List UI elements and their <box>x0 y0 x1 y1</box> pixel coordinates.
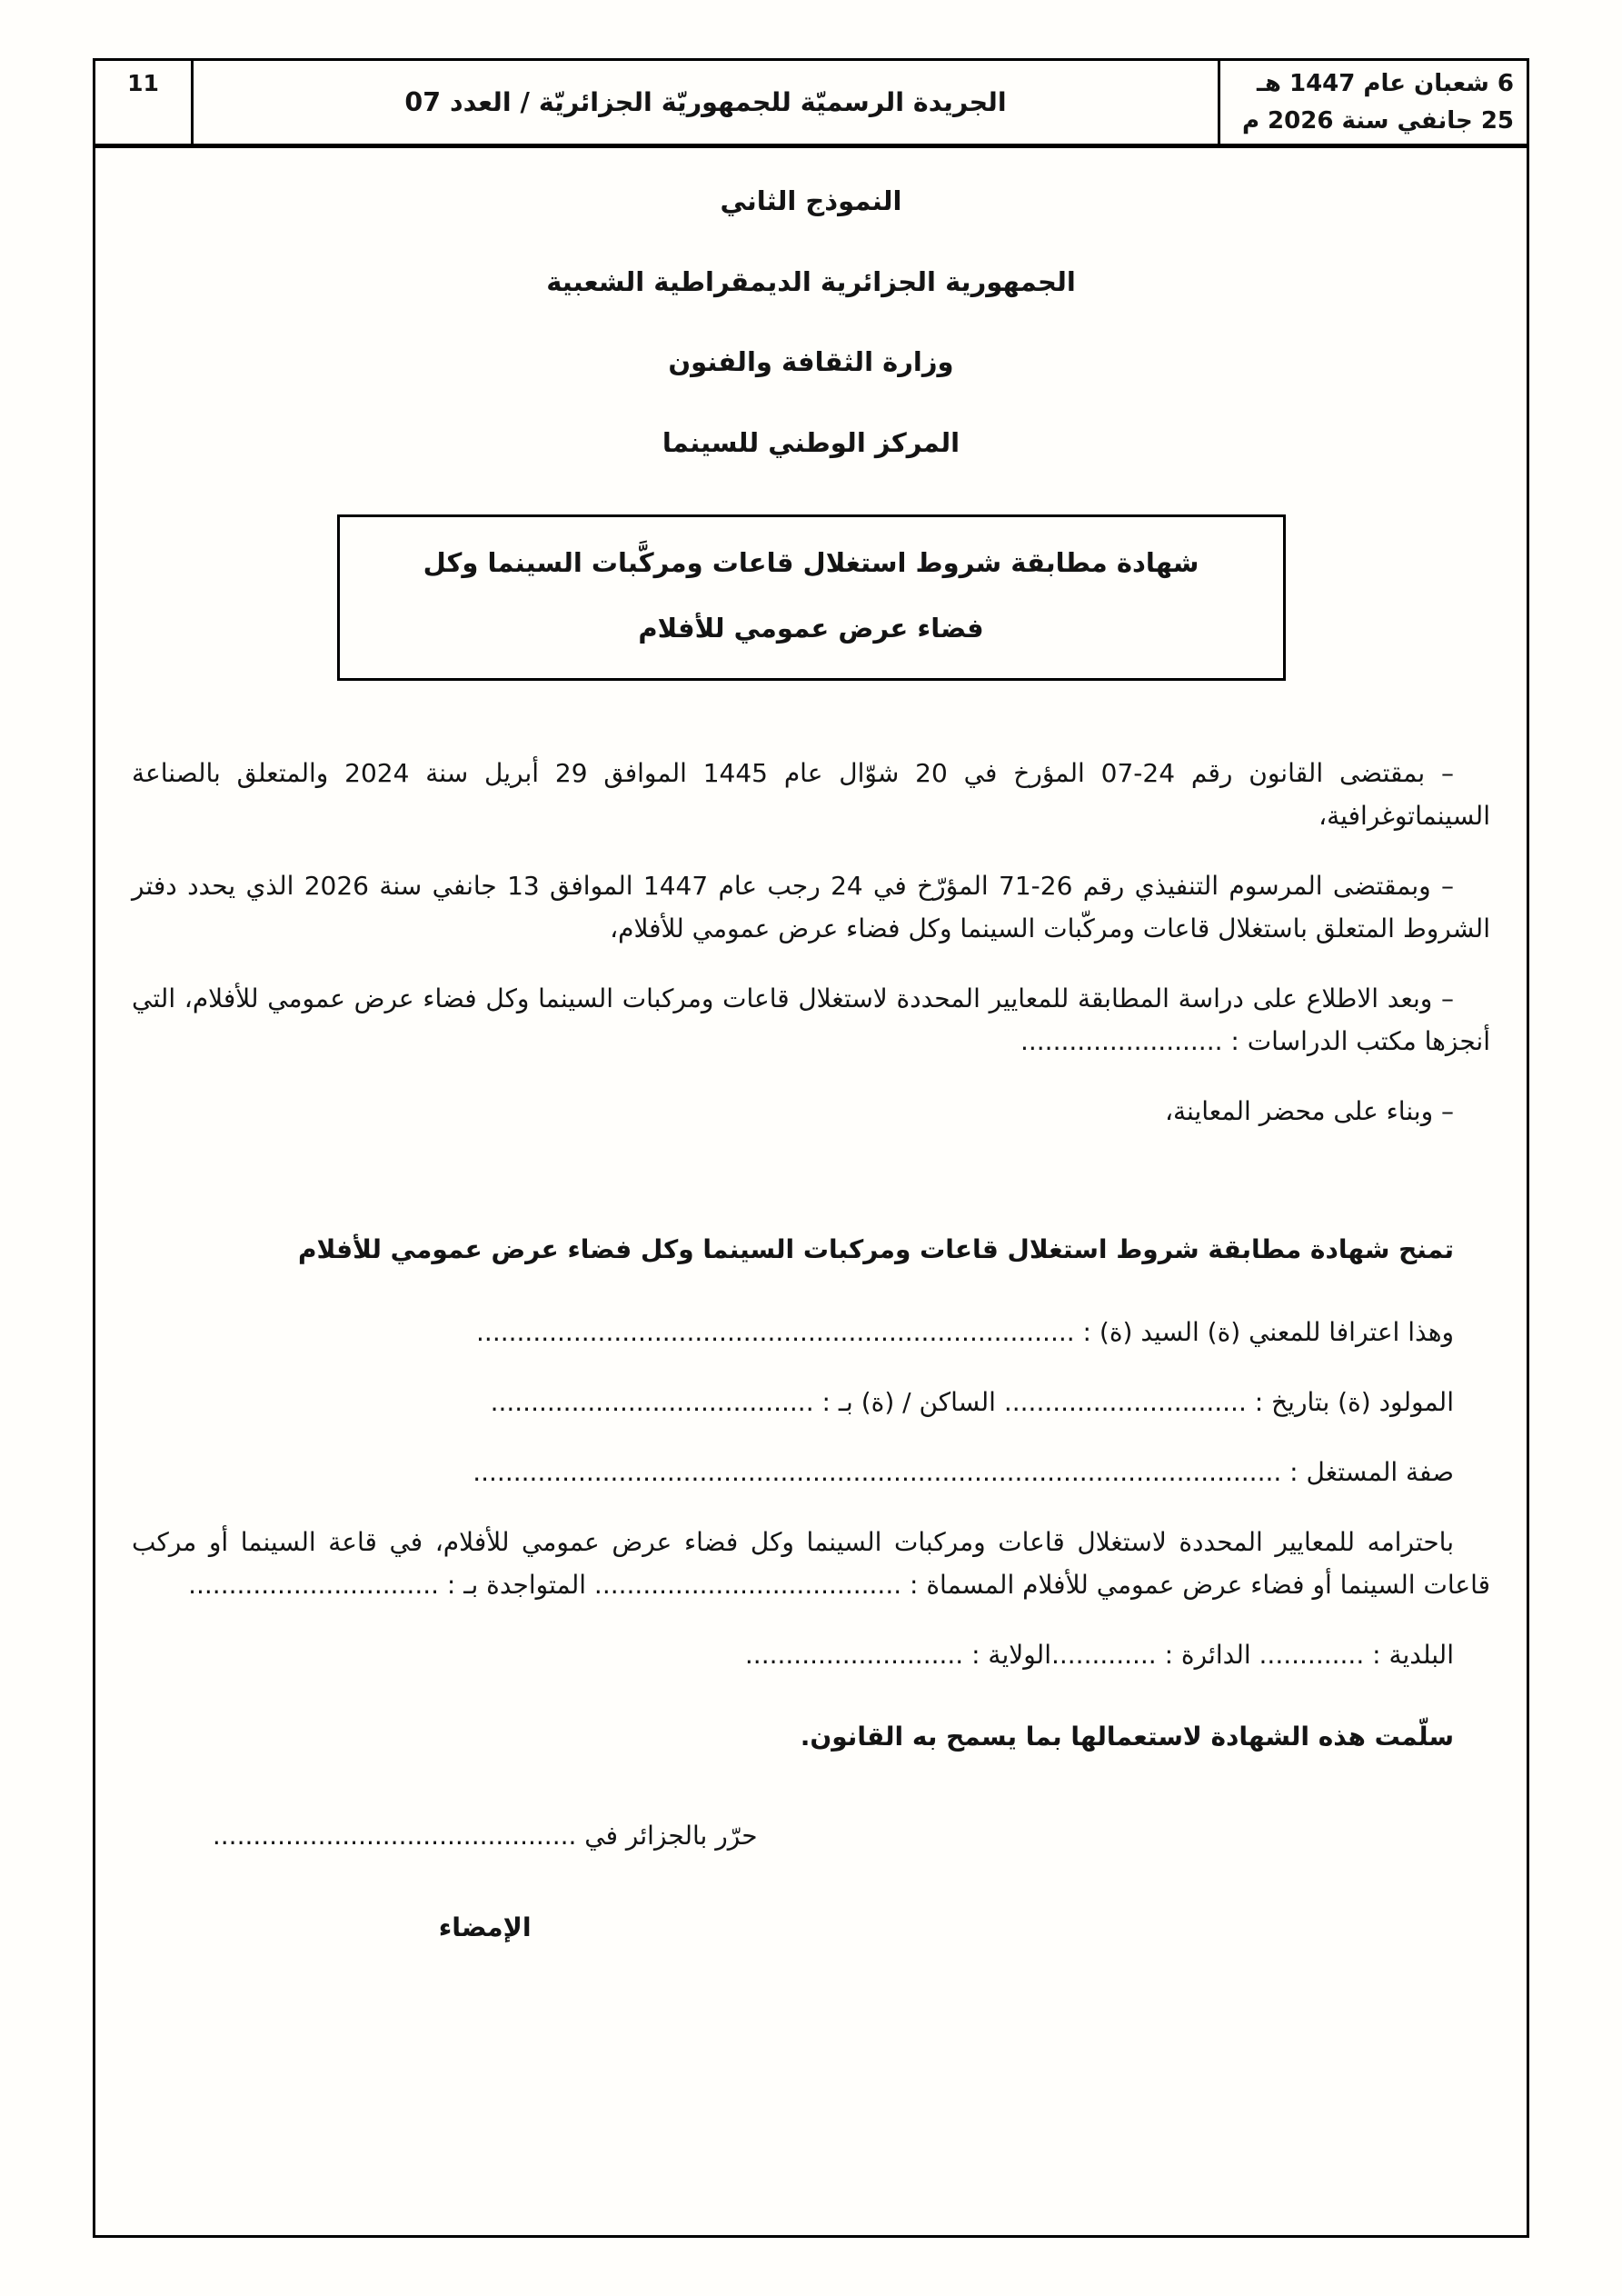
page-frame <box>93 58 1529 2238</box>
ministry-title: وزارة الثقافة والفنون <box>668 346 954 378</box>
certificate-title-box <box>337 514 1286 681</box>
page-number: 11 <box>95 61 194 144</box>
field-location: البلدية : ............. الدائرة : .............الولاية : ........................... <box>744 1640 1454 1671</box>
issued-at-line: حرّر بالجزائر في ............................................. <box>212 1820 758 1851</box>
recital-study: – وبعد الاطلاع على دراسة المطابقة للمعايير المحددة لاستغلال قاعات ومركبات السينما وكل فضاء عرض عمومي للأفلام، التي أنجزها مكتب الدراسات : ......................... <box>132 983 1490 1057</box>
recitals <box>132 752 1490 1133</box>
model-title: النموذج الثاني <box>720 185 902 216</box>
certificate-title-line1: شهادة مطابقة شروط استغلال قاعات ومركَّبات السينما وكل <box>423 546 1199 578</box>
journal-header <box>95 61 1527 148</box>
issue-dates <box>1218 61 1527 144</box>
signature-label: الإمضاء <box>438 1912 532 1942</box>
recital-decree: – وبمقتضى المرسوم التنفيذي رقم 26-71 المؤرّخ في 24 رجب عام 1447 الموافق 13 جانفي سنة 2026 الذي يحدد دفتر الشروط المتعلق باستغلال قاعات ومركّبات السينما وكل فضاء عرض عمومي للأفلام، <box>132 871 1490 944</box>
center-title: المركز الوطني للسينما <box>662 427 960 459</box>
recital-inspection-report: – وبناء على محضر المعاينة، <box>1164 1096 1454 1127</box>
field-operator-capacity: صفة المستغل : .................................................................................................... <box>473 1457 1454 1488</box>
field-venue-name: باحترامه للمعايير المحددة لاستغلال قاعات ومركبات السينما وكل فضاء عرض عمومي للأفلام، في قاعة السينما أو مركب قاعات السينما أو فضاء عرض عمومي للأفلام المسماة : ...................................... المتواجدة بـ : ............................... <box>132 1527 1490 1601</box>
date-hijri: 6 شعبان عام 1447 هـ <box>1257 70 1514 98</box>
closing-line: سلّمت هذه الشهادة لاستعمالها بما يسمح به القانون. <box>800 1721 1454 1752</box>
issue-block <box>132 1814 838 1950</box>
grant-line: تمنح شهادة مطابقة شروط استغلال قاعات ومركبات السينما وكل فضاء عرض عمومي للأفلام <box>298 1234 1454 1265</box>
recital-law: – بمقتضى القانون رقم 24-07 المؤرخ في 20 شوّال عام 1445 الموافق 29 أبريل سنة 2024 والمتعلق بالصناعة السينماتوغرافية، <box>132 758 1490 832</box>
field-birth-residence: المولود (ة) بتاريخ : .............................. الساكن / (ة) بـ : ........................................ <box>490 1387 1454 1418</box>
certificate-title-line2: فضاء عرض عمومي للأفلام <box>638 613 984 644</box>
document-body <box>95 148 1527 1949</box>
journal-title: الجريدة الرسميّة للجمهوريّة الجزائريّة / العدد 07 <box>404 87 1007 117</box>
republic-title: الجمهورية الجزائرية الديمقراطية الشعبية <box>546 265 1076 297</box>
field-beneficiary: وهذا اعترافا للمعني (ة) السيد (ة) : .......................................................................... <box>476 1317 1454 1348</box>
date-gregorian: 25 جانفي سنة 2026 م <box>1241 106 1514 135</box>
